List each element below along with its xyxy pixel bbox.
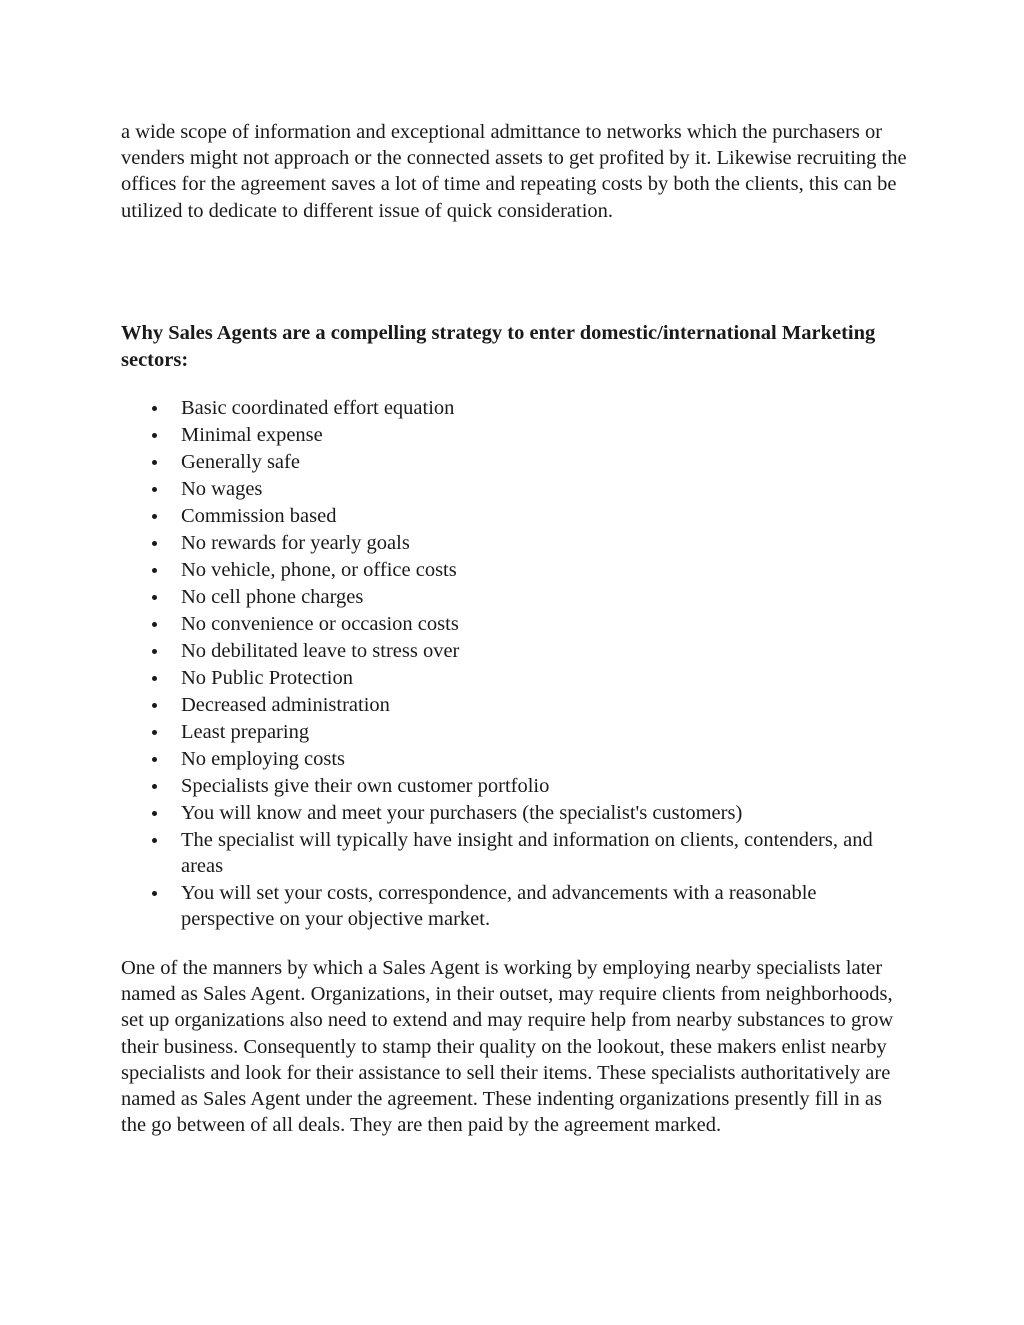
- bullet-icon: [152, 568, 157, 573]
- bullet-icon: [152, 703, 157, 708]
- list-item-text: Minimal expense: [181, 424, 323, 446]
- list-item: [121, 692, 911, 718]
- bullet-icon: [152, 406, 157, 411]
- list-item: [121, 638, 911, 664]
- list-item: [121, 880, 911, 932]
- benefits-list: [121, 395, 911, 933]
- bullet-icon: [152, 891, 157, 896]
- list-item: [121, 395, 911, 421]
- list-item: [121, 719, 911, 745]
- bullet-icon: [152, 433, 157, 438]
- list-item: [121, 611, 911, 637]
- list-item: [121, 422, 911, 448]
- document-page: [121, 119, 911, 1137]
- list-item-text: Generally safe: [181, 451, 300, 473]
- list-item: [121, 773, 911, 799]
- bullet-icon: [152, 676, 157, 681]
- list-item-text: No rewards for yearly goals: [181, 532, 410, 554]
- list-item-text: No convenience or occasion costs: [181, 613, 459, 635]
- list-item: [121, 800, 911, 826]
- bullet-icon: [152, 514, 157, 519]
- list-item-text: No wages: [181, 478, 263, 500]
- list-item: [121, 449, 911, 475]
- list-item-text: Basic coordinated effort equation: [181, 397, 455, 419]
- bullet-icon: [152, 730, 157, 735]
- bullet-icon: [152, 622, 157, 627]
- bullet-icon: [152, 649, 157, 654]
- list-item: [121, 503, 911, 529]
- bullet-icon: [152, 595, 157, 600]
- bullet-icon: [152, 811, 157, 816]
- list-item-text: No vehicle, phone, or office costs: [181, 559, 457, 581]
- list-item-text: No debilitated leave to stress over: [181, 640, 460, 662]
- list-item-text: No Public Protection: [181, 667, 353, 689]
- list-item-text: No cell phone charges: [181, 586, 364, 608]
- list-item-text: Specialists give their own customer portfolio: [181, 775, 550, 797]
- list-item-text: Commission based: [181, 505, 337, 527]
- list-item: [121, 665, 911, 691]
- bullet-icon: [152, 541, 157, 546]
- bullet-icon: [152, 784, 157, 789]
- list-item-text: You will know and meet your purchasers (the specialist's customers): [181, 802, 743, 824]
- list-item-text: You will set your costs, correspondence, and advancements with a reasonable perspective on your objective market.: [181, 882, 817, 931]
- intro-paragraph: a wide scope of information and exceptional admittance to networks which the purchasers or venders might not approach or the connected assets to get profited by it. Likewise recruiting the offices for the agreement saves a lot of time and repeating costs by both the clients, this can be utilized to dedicate to different issue of quick consideration.: [121, 121, 907, 222]
- list-item-text: The specialist will typically have insight and information on clients, contenders, and areas: [181, 829, 873, 878]
- bullet-icon: [152, 757, 157, 762]
- list-item-text: Decreased administration: [181, 694, 390, 716]
- list-item: [121, 584, 911, 610]
- section-heading: Why Sales Agents are a compelling strategy to enter domestic/international Marketing sectors:: [121, 322, 876, 371]
- list-item: [121, 530, 911, 556]
- list-item-text: Least preparing: [181, 721, 310, 743]
- list-item: [121, 476, 911, 502]
- list-item: [121, 827, 911, 879]
- bullet-icon: [152, 838, 157, 843]
- bullet-icon: [152, 487, 157, 492]
- closing-paragraph: One of the manners by which a Sales Agent is working by employing nearby specialists later named as Sales Agent. Organizations, in their outset, may require clients from neighborhoods, set up organizations also need to extend and may require help from nearby substances to grow their business. Consequently to stamp their quality on the lookout, these makers enlist nearby specialists and look for their assistance to sell their items. These specialists authoritatively are named as Sales Agent under the agreement. These indenting organizations presently fill in as the go between of all deals. They are then paid by the agreement marked.: [121, 957, 894, 1137]
- list-item-text: No employing costs: [181, 748, 345, 770]
- bullet-icon: [152, 460, 157, 465]
- list-item: [121, 557, 911, 583]
- list-item: [121, 746, 911, 772]
